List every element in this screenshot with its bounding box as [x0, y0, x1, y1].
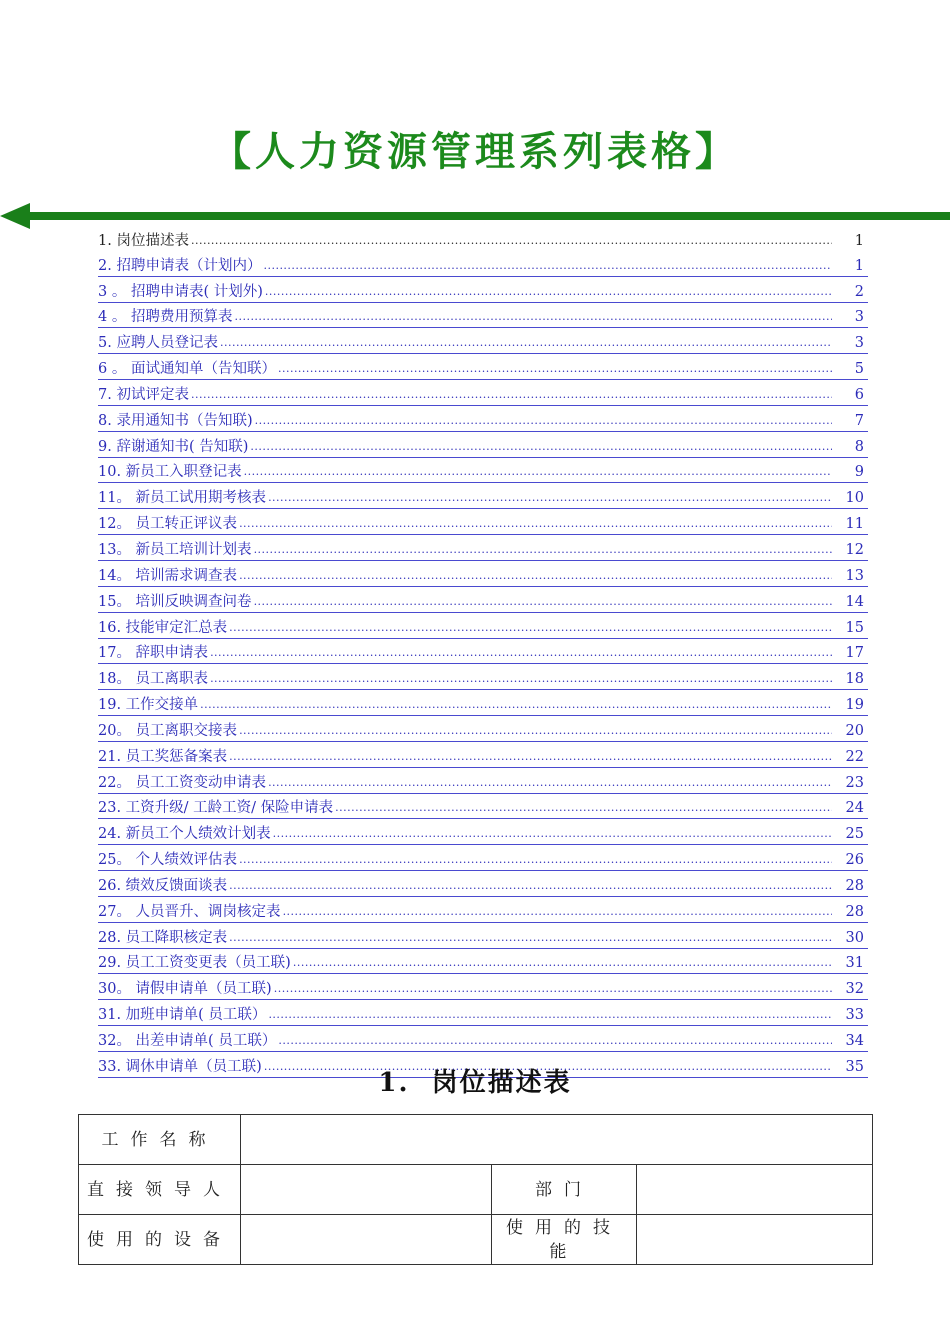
- toc-entry[interactable]: [98, 226, 868, 251]
- toc-entry[interactable]: [98, 974, 868, 1000]
- equipment-cell[interactable]: [241, 1215, 492, 1265]
- toc-dot-leader: [229, 750, 832, 764]
- toc-entry[interactable]: [98, 251, 868, 277]
- toc-entry-page: 26: [845, 852, 864, 869]
- toc-dot-leader: [191, 234, 832, 248]
- form-row-equipment: [79, 1215, 873, 1265]
- toc-entry[interactable]: [98, 432, 868, 458]
- arrow-shaft: [24, 212, 950, 220]
- toc-entry-label: 9. 辞谢通知书( 告知联): [98, 438, 249, 455]
- toc-entry-page: 1: [854, 232, 864, 249]
- toc-dot-leader: [273, 827, 832, 841]
- toc-dot-leader: [250, 440, 832, 454]
- toc-entry[interactable]: [98, 380, 868, 406]
- toc-entry-label: 17。 辞职申请表: [98, 645, 209, 662]
- toc-dot-leader: [210, 646, 832, 660]
- toc-entry-page: 14: [845, 593, 864, 610]
- toc-entry-page: 23: [845, 774, 864, 791]
- toc-entry[interactable]: [98, 458, 868, 484]
- toc-entry-page: 17: [845, 645, 864, 662]
- toc-entry-label: 6 。 面试通知单（告知联）: [98, 361, 276, 378]
- toc-entry-label: 33. 调休申请单（员工联): [98, 1058, 262, 1075]
- toc-entry[interactable]: [98, 561, 868, 587]
- toc-entry-label: 7. 初试评定表: [98, 386, 189, 403]
- toc-entry[interactable]: [98, 613, 868, 639]
- toc-entry-label: 29. 员工工资变更表（员工联): [98, 955, 291, 972]
- toc-entry[interactable]: [98, 716, 868, 742]
- toc-dot-leader: [283, 905, 832, 919]
- toc-entry-page: 28: [845, 877, 864, 894]
- toc-dot-leader: [254, 543, 832, 557]
- toc-dot-leader: [265, 285, 832, 299]
- toc-entry-label: 15。 培训反映调查问卷: [98, 593, 252, 610]
- toc-entry-page: 20: [845, 722, 864, 739]
- toc-dot-leader: [239, 517, 832, 531]
- toc-entry-page: 31: [845, 955, 864, 972]
- toc-dot-leader: [268, 776, 832, 790]
- toc-entry-page: 2: [854, 283, 864, 300]
- toc-entry-label: 22。 员工工资变动申请表: [98, 774, 267, 791]
- toc-entry-page: 32: [845, 981, 864, 998]
- department-label: 部门: [492, 1165, 637, 1215]
- section-number: 1.: [378, 1068, 410, 1098]
- job-name-cell[interactable]: [241, 1115, 873, 1165]
- toc-entry-label: 28. 员工降职核定表: [98, 929, 228, 946]
- toc-entry-label: 11。 新员工试用期考核表: [98, 490, 267, 507]
- toc-entry-label: 32。 出差申请单( 员工联）: [98, 1033, 277, 1049]
- supervisor-cell[interactable]: [241, 1165, 492, 1215]
- equipment-label: 使用的设备: [79, 1215, 241, 1265]
- toc-entry[interactable]: [98, 1026, 868, 1052]
- toc-dot-leader: [278, 362, 832, 376]
- toc-dot-leader: [255, 414, 832, 428]
- toc-entry-label: 14。 培训需求调查表: [98, 567, 238, 584]
- toc-entry[interactable]: [98, 303, 868, 329]
- toc-entry-label: 19. 工作交接单: [98, 697, 199, 714]
- toc-entry-label: 13。 新员工培训计划表: [98, 541, 252, 558]
- toc-entry-label: 3 。 招聘申请表( 计划外): [98, 283, 263, 300]
- job-description-form: [78, 1114, 873, 1265]
- toc-dot-leader: [293, 956, 832, 970]
- toc-dot-leader: [191, 388, 832, 402]
- toc-dot-leader: [254, 595, 832, 609]
- toc-entry-page: 18: [845, 671, 864, 688]
- toc-entry-label: 12。 员工转正评议表: [98, 516, 238, 533]
- toc-entry[interactable]: [98, 768, 868, 794]
- section-title-text: 岗位描述表: [431, 1068, 572, 1098]
- toc-entry-page: 28: [845, 903, 864, 920]
- toc-entry-page: 13: [845, 567, 864, 584]
- toc-entry-label: 27。 人员晋升、调岗核定表: [98, 903, 281, 920]
- toc-dot-leader: [274, 982, 832, 996]
- toc-entry-label: 30。 请假申请单（员工联): [98, 981, 272, 998]
- toc-entry-page: 24: [845, 800, 864, 817]
- toc-entry-page: 12: [845, 541, 864, 558]
- toc-entry-page: 9: [854, 464, 864, 481]
- toc-entry[interactable]: [98, 949, 868, 975]
- toc-entry-page: 6: [854, 386, 864, 403]
- toc-entry-page: 15: [845, 619, 864, 636]
- toc-entry-label: 31. 加班申请单( 员工联）: [98, 1007, 267, 1024]
- toc-entry-label: 5. 应聘人员登记表: [98, 335, 218, 352]
- toc-dot-leader: [268, 491, 832, 505]
- toc-entry[interactable]: [98, 587, 868, 613]
- toc-entry-label: 4 。 招聘费用预算表: [98, 309, 233, 326]
- form-row-supervisor: [79, 1165, 873, 1215]
- toc-entry-label: 23. 工资升级/ 工龄工资/ 保险申请表: [98, 800, 334, 817]
- toc-dot-leader: [229, 621, 832, 635]
- toc-entry[interactable]: [98, 664, 868, 690]
- toc-entry-page: 5: [854, 361, 864, 378]
- toc-entry-page: 11: [845, 516, 864, 533]
- toc-dot-leader: [234, 310, 832, 324]
- job-name-label: 工作名称: [79, 1115, 241, 1165]
- form-row-job-name: [79, 1115, 873, 1165]
- toc-entry[interactable]: [98, 483, 868, 509]
- toc-entry-page: 35: [845, 1058, 864, 1075]
- toc-entry[interactable]: [98, 819, 868, 845]
- toc-entry-page: 34: [845, 1033, 864, 1049]
- toc-dot-leader: [210, 672, 832, 686]
- toc-entry[interactable]: [98, 845, 868, 871]
- section-heading: [0, 1062, 950, 1099]
- toc-entry[interactable]: [98, 871, 868, 897]
- toc-dot-leader: [244, 465, 832, 479]
- toc-dot-leader: [263, 259, 832, 273]
- toc-entry-page: 8: [854, 438, 864, 455]
- skills-cell[interactable]: [637, 1215, 873, 1265]
- toc-entry[interactable]: [98, 535, 868, 561]
- skills-label: 使用的技能: [492, 1215, 637, 1265]
- toc-entry-page: 33: [845, 1007, 864, 1024]
- toc-dot-leader: [229, 931, 832, 945]
- toc-entry-page: 22: [845, 748, 864, 765]
- toc-entry[interactable]: [98, 1000, 868, 1026]
- toc-entry-page: 3: [854, 309, 864, 326]
- toc-dot-leader: [278, 1034, 832, 1048]
- toc-entry-page: 7: [854, 412, 864, 429]
- toc-dot-leader: [200, 698, 832, 712]
- toc-entry-page: 10: [845, 490, 864, 507]
- toc-entry[interactable]: [98, 690, 868, 716]
- toc-entry-page: 3: [854, 335, 864, 352]
- toc-entry-page: 1: [854, 257, 864, 274]
- toc-entry-label: 10. 新员工入职登记表: [98, 464, 242, 481]
- toc-entry[interactable]: [98, 354, 868, 380]
- toc-entry-label: 18。 员工离职表: [98, 671, 209, 688]
- toc-entry[interactable]: [98, 742, 868, 768]
- toc-entry[interactable]: [98, 277, 868, 303]
- toc-dot-leader: [239, 853, 832, 867]
- toc-entry[interactable]: [98, 406, 868, 432]
- document-title: 【人力资源管理系列表格】: [211, 129, 739, 175]
- toc-entry-label: 20。 员工离职交接表: [98, 722, 238, 739]
- toc-entry[interactable]: [98, 923, 868, 949]
- toc-entry[interactable]: [98, 794, 868, 820]
- toc-entry-label: 16. 技能审定汇总表: [98, 619, 228, 636]
- toc-entry-label: 8. 录用通知书（告知联): [98, 412, 253, 429]
- toc-dot-leader: [229, 879, 832, 893]
- toc-entry[interactable]: [98, 639, 868, 665]
- supervisor-label: 直接领导人: [79, 1165, 241, 1215]
- toc-entry-page: 30: [845, 929, 864, 946]
- toc-entry[interactable]: [98, 328, 868, 354]
- department-cell[interactable]: [637, 1165, 873, 1215]
- toc-dot-leader: [268, 1008, 832, 1022]
- toc-entry-page: 19: [845, 697, 864, 714]
- toc-dot-leader: [239, 569, 832, 583]
- toc-entry[interactable]: [98, 897, 868, 923]
- toc-entry-label: 25。 个人绩效评估表: [98, 852, 238, 869]
- toc-dot-leader: [220, 336, 832, 350]
- toc-entry-label: 1. 岗位描述表: [98, 232, 189, 249]
- toc-entry-label: 24. 新员工个人绩效计划表: [98, 826, 271, 843]
- table-of-contents: [98, 226, 868, 1078]
- toc-entry-label: 2. 招聘申请表（计划内）: [98, 257, 262, 274]
- toc-dot-leader: [239, 724, 832, 738]
- toc-entry-page: 25: [845, 826, 864, 843]
- toc-entry[interactable]: [98, 509, 868, 535]
- toc-entry-label: 26. 绩效反馈面谈表: [98, 877, 228, 894]
- toc-dot-leader: [335, 801, 832, 815]
- toc-entry-label: 21. 员工奖惩备案表: [98, 748, 228, 765]
